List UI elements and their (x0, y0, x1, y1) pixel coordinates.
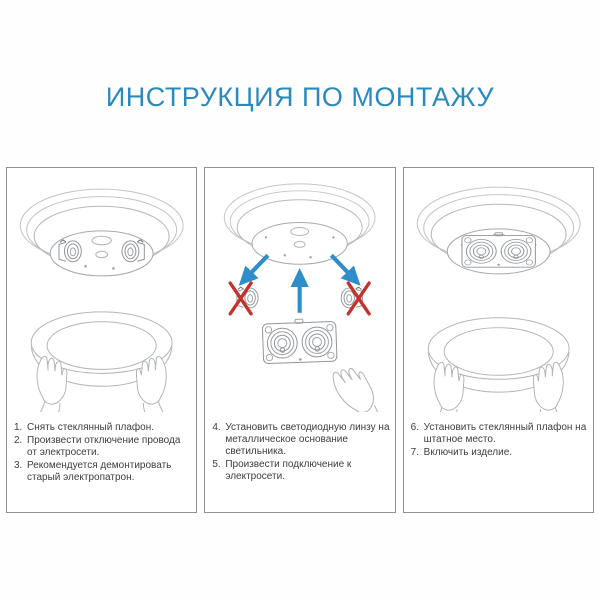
arrow-down-left-icon (245, 255, 268, 279)
step-text: Установить светодиодную линзу на металлическое основание светильника. (225, 422, 390, 457)
step-number: 3. (14, 460, 23, 471)
step-number: 7. (410, 447, 419, 458)
step-text: Произвести отключение провода от электросети. (27, 435, 181, 458)
step-list (7, 412, 196, 485)
step-text: Снять стеклянный плафон. (27, 422, 154, 433)
step-number: 5. (212, 459, 221, 470)
glass-plafond-with-hands-drawing (31, 312, 172, 412)
glass-plafond-with-hands-drawing (428, 318, 569, 412)
step-list (205, 412, 394, 484)
page-title: ИНСТРУКЦИЯ ПО МОНТАЖУ (105, 82, 495, 112)
panel-remove-old-parts (6, 167, 197, 513)
lamp-socket-right-icon (122, 240, 144, 262)
step-number: 2. (14, 435, 23, 446)
ceiling-base-drawing (20, 189, 183, 276)
panels-row (6, 167, 594, 513)
step-item (212, 459, 389, 483)
step-item (411, 447, 588, 459)
step-item (14, 460, 191, 484)
illustration-install-led (205, 168, 394, 412)
step-text: Произвести подключение к электросети. (225, 459, 352, 482)
step-text: Включить изделие. (423, 447, 513, 458)
arrow-down-right-icon (332, 255, 355, 279)
step-item (14, 422, 191, 434)
lamp-socket-left-icon (59, 240, 81, 262)
led-module-drawing (263, 318, 338, 364)
ceiling-base-drawing (225, 184, 376, 264)
step-item (411, 422, 588, 446)
step-text: Установить стеклянный плафон на штатное место. (423, 422, 587, 445)
ceiling-base-with-led-drawing (417, 187, 580, 274)
illustration-remove-plafond (7, 168, 196, 412)
panel-install-led-lens (204, 167, 395, 513)
step-item (212, 422, 389, 458)
step-list (404, 412, 593, 460)
step-item (14, 435, 191, 459)
illustration-reinstall-plafond (404, 168, 593, 412)
panel-finish-installation (403, 167, 594, 513)
step-number: 6. (410, 422, 419, 433)
step-number: 4. (212, 422, 221, 433)
step-text: Рекомендуется демонтировать старый электропатрон. (27, 460, 172, 483)
holding-hand-drawing (328, 360, 387, 412)
step-number: 1. (14, 422, 23, 433)
